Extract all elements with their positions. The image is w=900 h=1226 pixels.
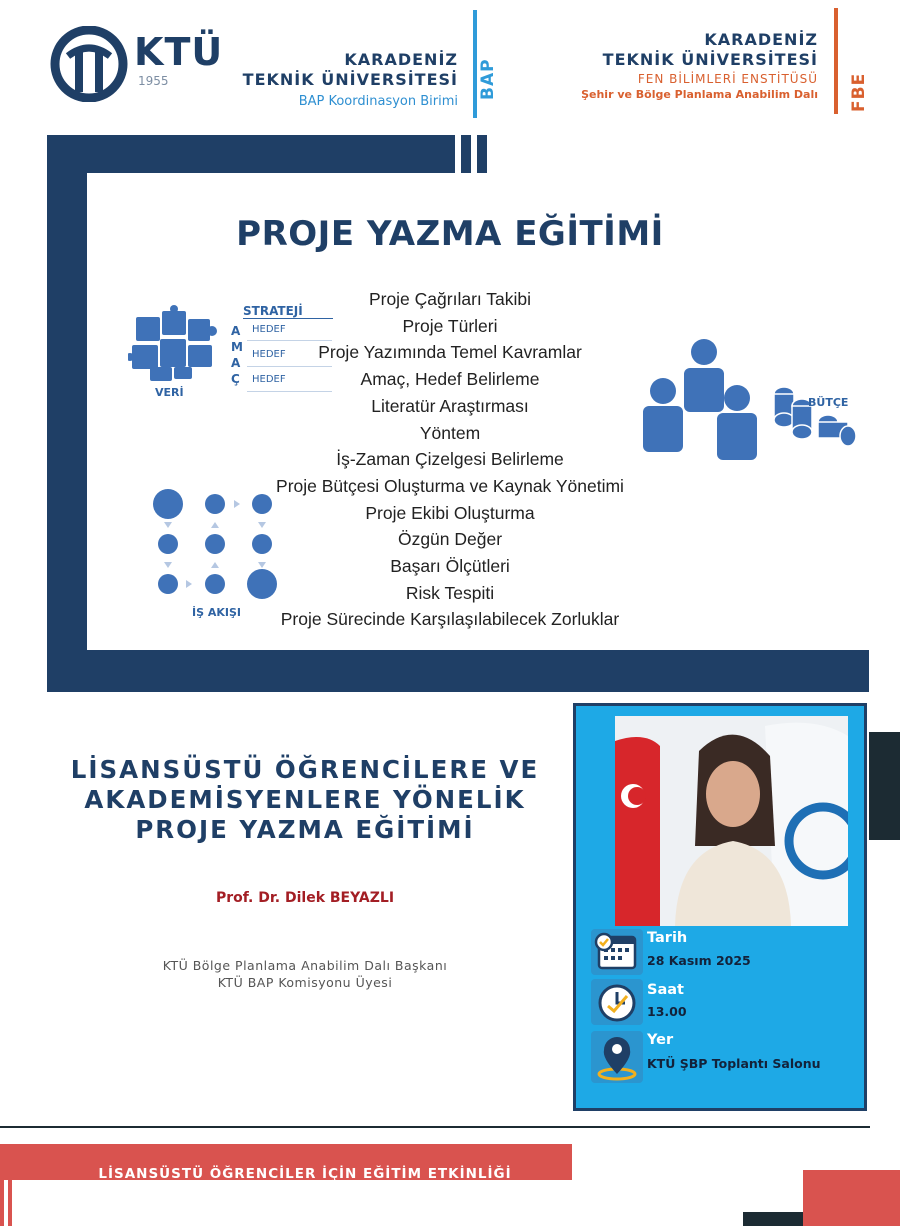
hedef-label: HEDEF	[252, 349, 286, 360]
is-akisi-label: İŞ AKIŞI	[192, 606, 241, 619]
hedef-line	[247, 340, 332, 341]
frame-top-bar	[47, 135, 455, 173]
topic-item: Proje Bütçesi Oluşturma ve Kaynak Yönetimi	[276, 475, 624, 496]
department-name: Şehir ve Bölge Planlama Anabilim Dalı	[581, 88, 818, 101]
topic-item: Proje Çağrıları Takibi	[368, 289, 532, 309]
topic-item: Proje Yazımında Temel Kavramlar	[318, 342, 582, 363]
footer-divider	[0, 1126, 870, 1128]
bap-header-block	[243, 50, 458, 114]
footer-text: LİSANSÜSTÜ ÖĞRENCİLER İÇİN EĞİTİM ETKİNLİĞİ	[98, 1166, 512, 1182]
hedef-line	[247, 391, 332, 392]
main-title: PROJE YAZMA EĞİTİMİ	[236, 214, 664, 254]
frame-stripe	[461, 135, 471, 173]
topic-item: Proje Türleri	[402, 315, 498, 336]
speaker-role: KTÜ Bölge Planlama Anabilim Dalı Başkanı	[162, 958, 448, 973]
fbe-university-line2: TEKNİK ÜNİVERSİTESİ	[602, 50, 818, 69]
hedef-line	[247, 366, 332, 367]
amac-letter: A	[231, 356, 241, 370]
hedef-label: HEDEF	[252, 324, 286, 335]
date-label: Tarih	[647, 930, 688, 946]
event-subtitle-line: LİSANSÜSTÜ ÖĞRENCİLERE VE	[70, 755, 540, 784]
frame-bottom-bar	[47, 650, 869, 692]
event-subtitle	[40, 755, 570, 845]
ekip-label: EKİP	[686, 428, 715, 441]
time-value: 13.00	[647, 1004, 687, 1019]
bap-label: BAP	[478, 58, 498, 100]
team-icon	[640, 338, 762, 462]
event-subtitle-line: AKADEMİSYENLERE YÖNELİK	[84, 785, 526, 814]
topics-list	[240, 286, 660, 633]
topic-item: Özgün Değer	[397, 529, 503, 550]
university-name-line2: TEKNİK ÜNİVERSİTESİ	[242, 70, 458, 89]
university-name-line1: KARADENİZ	[344, 50, 458, 69]
fbe-label: FBE	[849, 72, 869, 112]
topic-item: Risk Tespiti	[405, 582, 495, 603]
ktu-logo-text: KTÜ	[134, 30, 224, 74]
topic-item: Literatür Araştırması	[371, 395, 529, 416]
clock-icon	[590, 978, 644, 1026]
speaker-photo	[615, 716, 848, 926]
ktu-logo-icon	[48, 26, 130, 102]
butce-label: BÜTÇE	[808, 396, 849, 409]
speaker-name: Prof. Dr. Dilek BEYAZLI	[215, 890, 395, 906]
topic-item: Yöntem	[419, 422, 481, 443]
veri-label: VERİ	[155, 386, 184, 399]
location-pin-icon	[590, 1030, 644, 1084]
time-label: Saat	[647, 982, 684, 998]
side-accent-block	[869, 732, 900, 840]
place-value: KTÜ ŞBP Toplantı Salonu	[647, 1056, 821, 1071]
strateji-underline	[243, 318, 333, 319]
calendar-icon	[590, 928, 644, 976]
workflow-icon	[148, 488, 282, 602]
event-subtitle-line: PROJE YAZMA EĞİTİMİ	[135, 815, 475, 844]
speaker-role: KTÜ BAP Komisyonu Üyesi	[217, 975, 393, 990]
puzzle-icon	[128, 305, 218, 385]
topic-item: Proje Sürecinde Karşılaşılabilecek Zorluklar	[280, 609, 620, 630]
bap-unit-name: BAP Koordinasyon Birimi	[298, 94, 458, 109]
place-label: Yer	[647, 1032, 674, 1048]
fbe-header-block	[581, 30, 818, 102]
amac-letter: M	[231, 340, 243, 354]
institute-name: FEN BİLİMLERİ ENSTİTÜSÜ	[637, 72, 818, 86]
topic-item: Amaç, Hedef Belirleme	[360, 369, 540, 390]
footer-accent-block	[803, 1170, 900, 1226]
amac-letter: Ç	[231, 372, 240, 386]
hedef-label: HEDEF	[252, 374, 286, 385]
topic-item: İş-Zaman Çizelgesi Belirleme	[336, 449, 564, 470]
ktu-year: 1955	[138, 74, 169, 88]
date-value: 28 Kasım 2025	[647, 953, 751, 968]
amac-letter: A	[231, 324, 241, 338]
strateji-label: STRATEJİ	[243, 304, 303, 318]
footer-dark-block	[743, 1212, 803, 1226]
topic-item: Başarı Ölçütleri	[390, 556, 510, 577]
fbe-university-line1: KARADENİZ	[704, 30, 818, 49]
fbe-divider	[834, 8, 838, 114]
topic-item: Proje Ekibi Oluşturma	[365, 502, 535, 523]
frame-stripe	[477, 135, 487, 173]
bap-divider	[473, 10, 477, 118]
coins-icon	[770, 384, 860, 450]
